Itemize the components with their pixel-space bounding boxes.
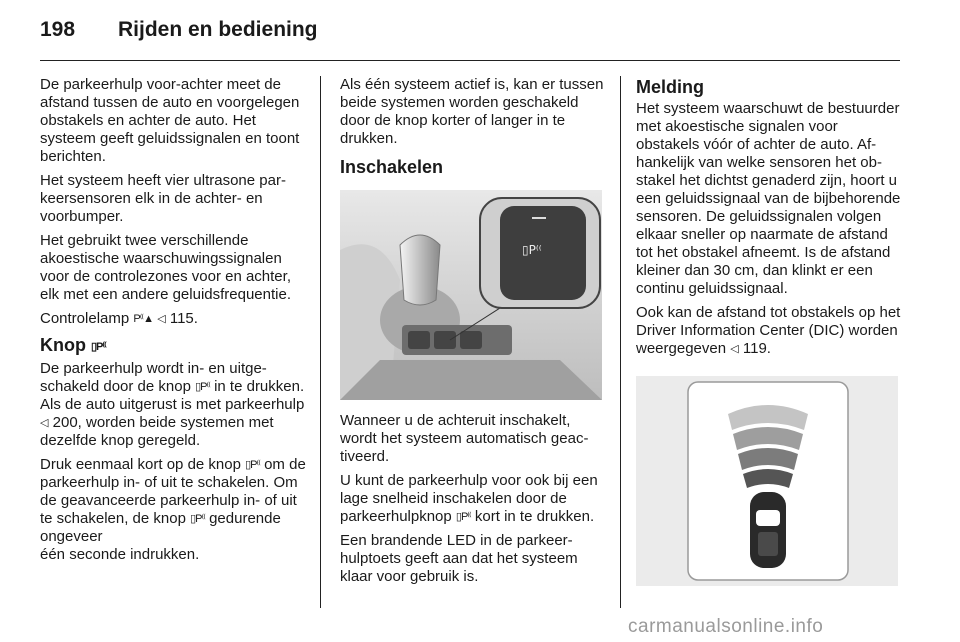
page-ref-arrow-icon: ◁: [40, 417, 49, 429]
sensor-display-illustration: [636, 376, 898, 586]
text: Druk eenmaal kort op de knop: [40, 456, 241, 473]
parking-sensor-display: [636, 376, 898, 586]
paragraph: Als één systeem actief is, kan er tussen beide systemen worden geschakeld door de knop korter of langer in te drukken.: [340, 76, 604, 147]
paragraph: [340, 472, 604, 526]
text: kort in te drukken.: [474, 508, 595, 525]
header-rule: [40, 60, 900, 61]
watermark: carmanualsonline.info: [628, 616, 824, 637]
paragraph: [636, 304, 902, 358]
svg-text:▯P⁽⁽: ▯P⁽⁽: [522, 243, 542, 257]
paragraph: De parkeerhulp voor-achter meet de afstand tussen de auto en voorgelegen obstakels en achter de auto. Het systeem geeft geluidssignalen en toont berichten.: [40, 76, 300, 165]
parking-button-icon: ▯P⁽⁽: [245, 459, 260, 471]
page-header: [40, 18, 318, 42]
text: , worden beide systemen met dezelfde knop geregeld.: [40, 414, 274, 449]
section-heading-melding: Melding: [636, 77, 704, 97]
paragraph: Het systeem waarschuwt de bestuurder met akoestische signalen voor obstakels vóór of achter de auto. Afhankelijk van welke sensoren het obstakel het dichtst genaderd zijn, hoort u een geluidssignaal van de bijbehorende sensoren. De geluidssignalen volgen elkaar sneller op naarmate de afstand tot het obstakel afneemt. Is de afstand kleiner dan 30 cm, dan klinkt er een continu geluidssignaal.: [636, 100, 901, 297]
paragraph: [40, 360, 306, 450]
column-right: [636, 76, 902, 586]
heading-text: Knop: [40, 335, 86, 355]
column-divider: [320, 76, 321, 608]
page-ref-arrow-icon: ◁: [730, 343, 739, 355]
paragraph: Het systeem heeft vier ultrasone parkeersensoren elk in de achter- en voorbumper.: [40, 172, 286, 225]
text: U kunt de parkeerhulp voor ook bij een lage snelheid inschakelen door de parkeerhulpknop: [340, 472, 598, 525]
parking-button-icon: ▯P⁽⁽: [91, 341, 106, 353]
page-number: 198: [40, 18, 76, 41]
column-left: [40, 76, 306, 570]
page-ref[interactable]: 200: [52, 414, 78, 431]
paragraph: [40, 310, 306, 328]
text: Ook kan de afstand tot obstakels op het Driver Information Center (DIC) worden weergegeven: [636, 304, 901, 357]
section-heading-inschakelen: Inschakelen: [340, 157, 444, 177]
paragraph: Wanneer u de achteruit inschakelt, wordt het systeem automatisch geactiveerd.: [340, 412, 589, 465]
paragraph: Het gebruikt twee verschillende akoestische waarschuwingssignalen voor de controlezones voor en achter, elk met een andere geluidsfrequentie.: [40, 232, 292, 303]
column-divider: [620, 76, 621, 608]
parking-button-icon: ▯P⁽⁽: [195, 381, 210, 393]
page-ref[interactable]: 115.: [169, 310, 198, 327]
paragraph: [40, 456, 306, 564]
text: De parkeerhulp wordt in- en uitgeschakeld door de knop: [40, 360, 267, 395]
column-middle: [340, 76, 604, 592]
text: Controlelamp: [40, 310, 134, 327]
parking-button-icon: ▯P⁽⁽: [190, 513, 205, 525]
page-ref[interactable]: 119.: [742, 340, 771, 357]
gear-shift-console-illustration: [340, 190, 602, 400]
page-title: Rijden en bediening: [118, 18, 318, 41]
text: gedurende ongeveer: [40, 510, 281, 545]
text: in te drukken. Als de auto uitgerust is met parkeerhulp: [40, 378, 305, 413]
parking-warning-icon: P⁽⁽▲: [133, 313, 154, 325]
paragraph: Een brandende LED in de parkeerhulptoets geeft aan dat het systeem klaar voor gebruik is.: [340, 532, 578, 585]
section-heading-knop: [40, 334, 306, 358]
page-ref-arrow-icon: ◁: [157, 313, 166, 325]
console-photo: [340, 190, 602, 400]
text: één seconde indrukken.: [40, 546, 200, 563]
parking-button-icon: ▯P⁽⁽: [455, 511, 471, 523]
text: om de parkeerhulp in- of uit te schakelen. Om de geavanceerde parkeerhulp in- of uit te schakelen, de knop: [40, 456, 306, 527]
